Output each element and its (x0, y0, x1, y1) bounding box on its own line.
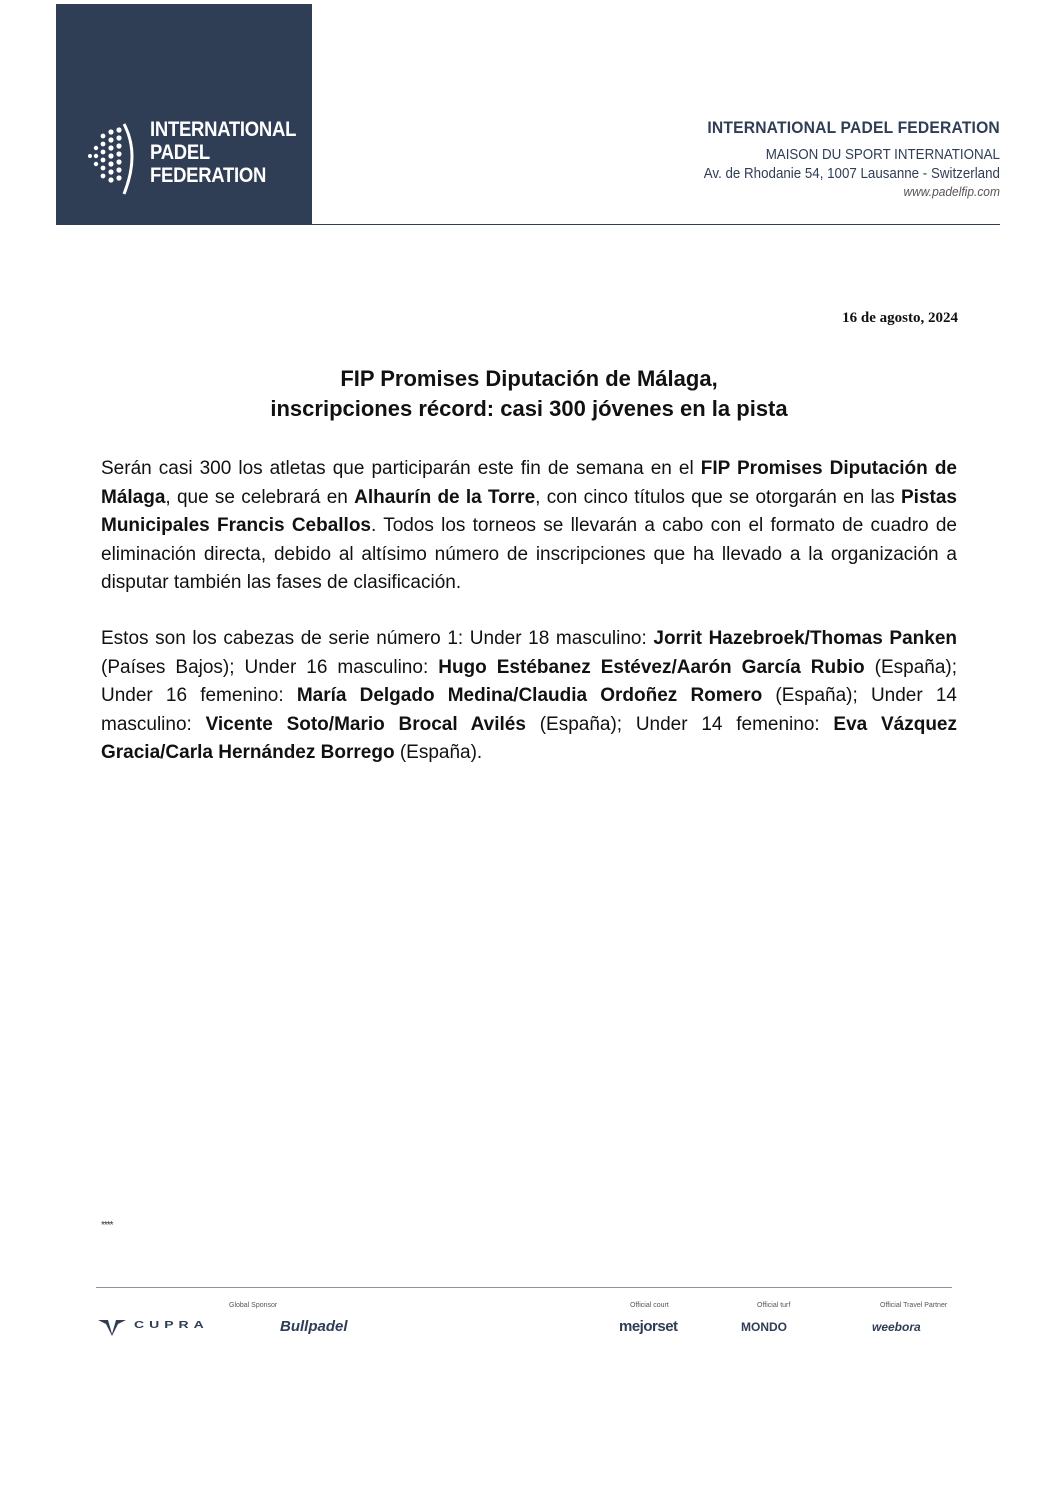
p1-text-4: . Todos los torneos se llevarán a cabo con el formato de cuadro de eliminación directa, debido al altísimo número de inscripciones que ha llevado a la organización a disputar también las fases de clasificación. (101, 515, 957, 593)
org-building: MAISON DU SPORT INTERNATIONAL (765, 147, 1000, 163)
cupra-tribal-icon (98, 1318, 126, 1336)
sponsor-cupra-logo: CUPRA (134, 1319, 209, 1331)
p2-bold-u14m: Vicente Soto/Mario Brocal Avilés (205, 713, 526, 735)
sponsor-mondo-logo: MONDO (741, 1320, 787, 1334)
p1-text-2: , que se celebrará en (165, 486, 355, 508)
title-line-1: FIP Promises Diputación de Málaga, (340, 366, 718, 391)
document-date: 16 de agosto, 2024 (842, 310, 958, 326)
body-paragraph-2 (101, 625, 957, 768)
p2-text-1: Estos son los cabezas de serie número 1: Under 18 masculino: (101, 628, 654, 649)
p1-text-1: Serán casi 300 los atletas que participarán este fin de semana en el (101, 458, 701, 479)
logo-line-2: PADEL (150, 141, 210, 164)
sponsor-mejorset-logo: mejorset (619, 1318, 678, 1335)
ball-dots-icon (84, 114, 134, 204)
p2-text-2: (Países Bajos); Under 16 masculino: (101, 656, 439, 678)
title-line-2: inscripciones récord: casi 300 jóvenes en la pista (270, 396, 788, 421)
body-paragraph-1 (101, 455, 957, 598)
org-website-link[interactable]: www.padelfip.com (903, 184, 1000, 199)
official-court-caption: Official court (630, 1302, 669, 1309)
end-mark: **** (101, 1220, 113, 1231)
logo-line-3: FEDERATION (150, 164, 267, 187)
p1-bold-location: Alhaurín de la Torre (354, 486, 536, 508)
logo-line-1: INTERNATIONAL (150, 118, 297, 141)
global-sponsor-caption: Global Sponsor (229, 1302, 278, 1309)
p2-bold-u16f: María Delgado Medina/Claudia Ordoñez Romero (296, 685, 763, 706)
footer-divider (96, 1287, 952, 1288)
p1-text-3: , con cinco títulos que se otorgarán en las (535, 486, 901, 508)
org-address-block (678, 118, 1000, 199)
org-address: Av. de Rhodanie 54, 1007 Lausanne - Switzerland (703, 166, 1000, 182)
sponsor-weebora-logo: weebora (872, 1320, 921, 1334)
federation-logo-block (56, 4, 312, 225)
official-travel-caption: Official Travel Partner (880, 1302, 948, 1309)
header-divider (56, 224, 1000, 225)
p2-text-5: (España); Under 14 femenino: (525, 713, 834, 735)
p1-bold-venue: Pistas Municipales Francis Ceballos (101, 486, 957, 536)
p2-text-4: (España); Under 14 masculino: (101, 685, 957, 735)
p2-bold-u16m: Hugo Estébanez Estévez/Aarón García Rubio (438, 656, 865, 678)
official-turf-caption: Official turf (757, 1302, 791, 1309)
sponsor-bullpadel-logo: Bullpadel (280, 1318, 348, 1335)
document-title (100, 364, 958, 424)
logo-wordmark (150, 118, 296, 187)
p2-bold-u18m: Jorrit Hazebroek/Thomas Panken (653, 628, 957, 649)
p2-text-3: (España); Under 16 femenino: (101, 656, 958, 706)
p2-text-6: (España). (394, 742, 483, 763)
org-name: INTERNATIONAL PADEL FEDERATION (707, 118, 1000, 137)
p2-bold-u14f: Eva Vázquez Gracia/Carla Hernández Borrego (101, 713, 957, 763)
p1-bold-tournament: FIP Promises Diputación de Málaga (101, 458, 957, 508)
